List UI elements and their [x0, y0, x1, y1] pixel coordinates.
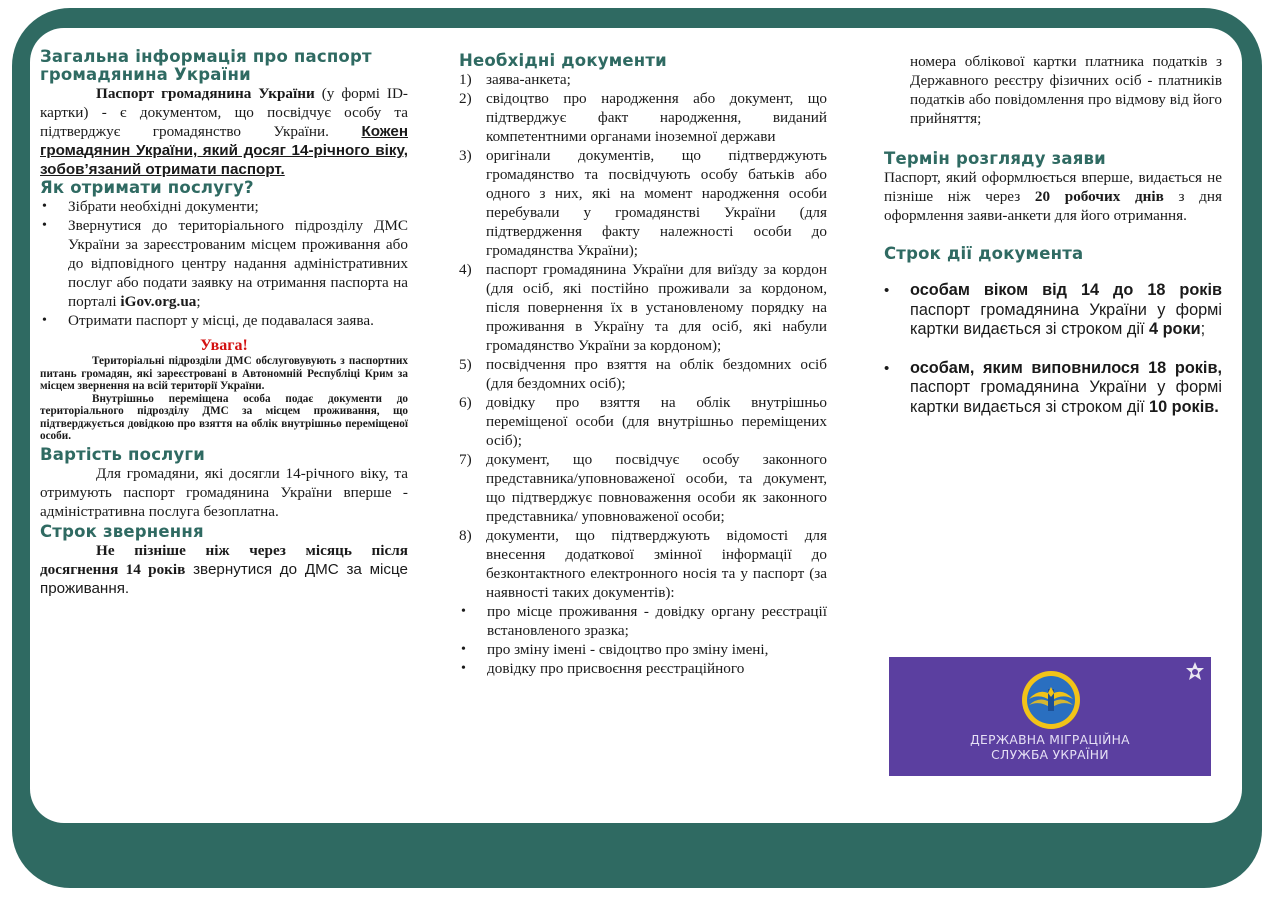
- how-item-3: [40, 311, 408, 330]
- continuation-paragraph: номера облікової картки платника податків з Державного реєстру фізичних осіб - платників податків або повідомлення про відмову від його прийняття;: [910, 53, 1222, 127]
- deadline-text: звернутися до ДМС за місце проживання.: [40, 560, 408, 597]
- warning-title: Увага!: [200, 337, 248, 354]
- review-text-2: з дня оформлення заяви-анкети для його отримання.: [884, 188, 1223, 224]
- how-item-3-text: Отримати паспорт у місці, де подавалася заява.: [68, 312, 374, 329]
- badge-star-icon: [1184, 661, 1206, 683]
- logo-line-2: СЛУЖБА УКРАЇНИ: [991, 748, 1109, 762]
- heading-deadline: Строк звернення: [40, 521, 204, 541]
- validity-list: [884, 281, 1222, 417]
- doc-item-7: [459, 450, 827, 526]
- doc-item-number: 3): [459, 147, 472, 164]
- doc-sub-item-3: • довідку про присвоєння реєстраційного: [459, 659, 827, 678]
- doc-item-text: посвідчення про взяття на облік бездомних осіб (для бездомних осіб);: [486, 356, 827, 392]
- docs-sub-list: [459, 602, 827, 678]
- intro-text: (у формі ID-картки) - є документом, що посвідчує особу та підтверджує громадянство України.: [40, 85, 408, 140]
- dms-logo-banner: [889, 657, 1211, 776]
- validity-2-text: паспорт громадянина України у формі картки видається зі строком дії: [910, 378, 1222, 416]
- validity-2-bold: особам, яким виповнилося 18 років,: [910, 358, 1222, 377]
- doc-item-number: 1): [459, 71, 472, 88]
- validity-item-1: [884, 281, 1222, 340]
- doc-item-3: [459, 146, 827, 260]
- how-list: [40, 197, 408, 330]
- doc-item-4: [459, 260, 827, 355]
- validity-2-bold2: 10 років.: [1149, 397, 1219, 416]
- deadline-paragraph: [40, 541, 408, 598]
- doc-item-6: [459, 393, 827, 450]
- doc-item-text: документ, що посвідчує особу законного представника/уповноваженої особи, та документ, що підтверджує повноваження особи як законного представника/ уповноваженої особи;: [486, 451, 827, 525]
- heading-how-to: Як отримати послугу?: [40, 178, 254, 197]
- docs-list: [459, 70, 827, 602]
- doc-item-text: паспорт громадянина України для виїзду за кордон (для осіб, які постійно проживали за кордоном, після повернення їх в установленому порядку на проживання в Україну та для осіб, які набули громадянство України за кордоном);: [486, 261, 827, 354]
- heading-general-info: Загальна інформація про паспорт громадянина України: [40, 47, 372, 84]
- column-left: [40, 48, 408, 598]
- logo-caption: [889, 733, 1211, 763]
- doc-item-number: 6): [459, 394, 472, 411]
- doc-item-5: [459, 355, 827, 393]
- how-item-2: [40, 216, 408, 311]
- igov-link-text: iGov.org.ua: [120, 293, 197, 310]
- validity-1-bold: особам віком від 14 до 18 років: [910, 281, 1222, 299]
- validity-1-bold2: 4 роки: [1149, 320, 1201, 338]
- cost-paragraph: Для громадяни, які досягли 14-річного віку, та отримують паспорт громадянина України вперше - адміністративна послуга безоплатна.: [40, 464, 408, 520]
- validity-item-2: [884, 359, 1222, 418]
- dms-emblem-icon: [1020, 669, 1082, 731]
- heading-review-term: Термін розгляду заяви: [884, 149, 1106, 168]
- deadline-bold: Не пізніше ніж через місяць після досягнення 14 років: [40, 541, 408, 578]
- intro-underlined: Кожен громадянин України, який досяг 14-річного віку, зобов’язаний отримати паспорт.: [40, 123, 408, 178]
- how-item-2-after: ;: [196, 293, 201, 310]
- doc-item-number: 7): [459, 451, 472, 468]
- doc-item-number: 2): [459, 90, 472, 107]
- doc-item-text: заява-анкета;: [486, 71, 571, 88]
- doc-item-8: [459, 526, 827, 602]
- how-item-1-text: Зібрати необхідні документи;: [68, 198, 259, 215]
- doc-item-number: 5): [459, 356, 472, 373]
- doc-item-text: свідоцтво про народження або документ, що підтверджує факт народження, виданий компетентними органами іноземної держави: [486, 90, 827, 145]
- doc-item-number: 4): [459, 261, 472, 278]
- doc-item-text: оригінали документів, що підтверджують громадянство та посвідчують особу батьків або одного з них, які на момент народження особи перебували у громадянстві України (для підтвердження факту належності особи до громадянства України);: [486, 147, 827, 259]
- column-right: [884, 52, 1222, 417]
- validity-1-text: паспорт громадянина України у формі картки видається зі строком дії: [910, 300, 1222, 338]
- intro-paragraph: [40, 84, 408, 179]
- how-item-1: [40, 197, 408, 216]
- doc-sub-item-2: • про зміну імені - свідоцтво про зміну імені,: [459, 640, 827, 659]
- doc-item-1: [459, 70, 827, 89]
- intro-bold: Паспорт громадянина України: [96, 85, 315, 102]
- review-bold: 20 робочих днів: [1034, 188, 1164, 205]
- heading-cost: Вартість послуги: [40, 444, 206, 464]
- logo-line-1: ДЕРЖАВНА МІГРАЦІЙНА: [970, 733, 1130, 747]
- review-paragraph: [884, 168, 1222, 225]
- heading-validity: Строк дії документа: [884, 244, 1084, 263]
- how-item-2-text: Звернутися до територіального підрозділу ДМС України за зареєстрованим місцем проживання або до відповідного центру надання адміністративних послуг або подати заявку на отримання паспорта на порталі: [68, 217, 408, 310]
- warning-paragraph-2: Внутрішньо переміщена особа подає документи до територіального підрозділу ДМС за місцем проживання, що підтверджується довідкою про взяття на облік внутрішньо переміщеної особи.: [40, 392, 408, 442]
- review-text-1: Паспорт, який оформлюється вперше, видається не пізніше ніж через: [884, 169, 1222, 205]
- doc-item-text: довідку про взяття на облік внутрішньо переміщеної особи (для внутрішньо переміщених осіб);: [486, 394, 827, 449]
- doc-item-2: [459, 89, 827, 146]
- column-middle: [459, 52, 827, 678]
- doc-item-number: 8): [459, 527, 472, 544]
- heading-required-docs: Необхідні документи: [459, 51, 667, 70]
- doc-item-text: документи, що підтверджують відомості для внесення додаткової змінної інформації до безконтактного електронного носія та у паспорт (за наявності таких документів):: [486, 527, 827, 601]
- warning-paragraph-1: Територіальні підрозділи ДМС обслуговувують з паспортних питань громадян, які зареєстровані в Автономній Республіці Крим за місцем звернення на всій території України.: [40, 355, 408, 392]
- validity-1-end: ;: [1200, 320, 1206, 338]
- doc-sub-item-1: • про місце проживання - довідку органу реєстрації встановленого зразка;: [459, 602, 827, 640]
